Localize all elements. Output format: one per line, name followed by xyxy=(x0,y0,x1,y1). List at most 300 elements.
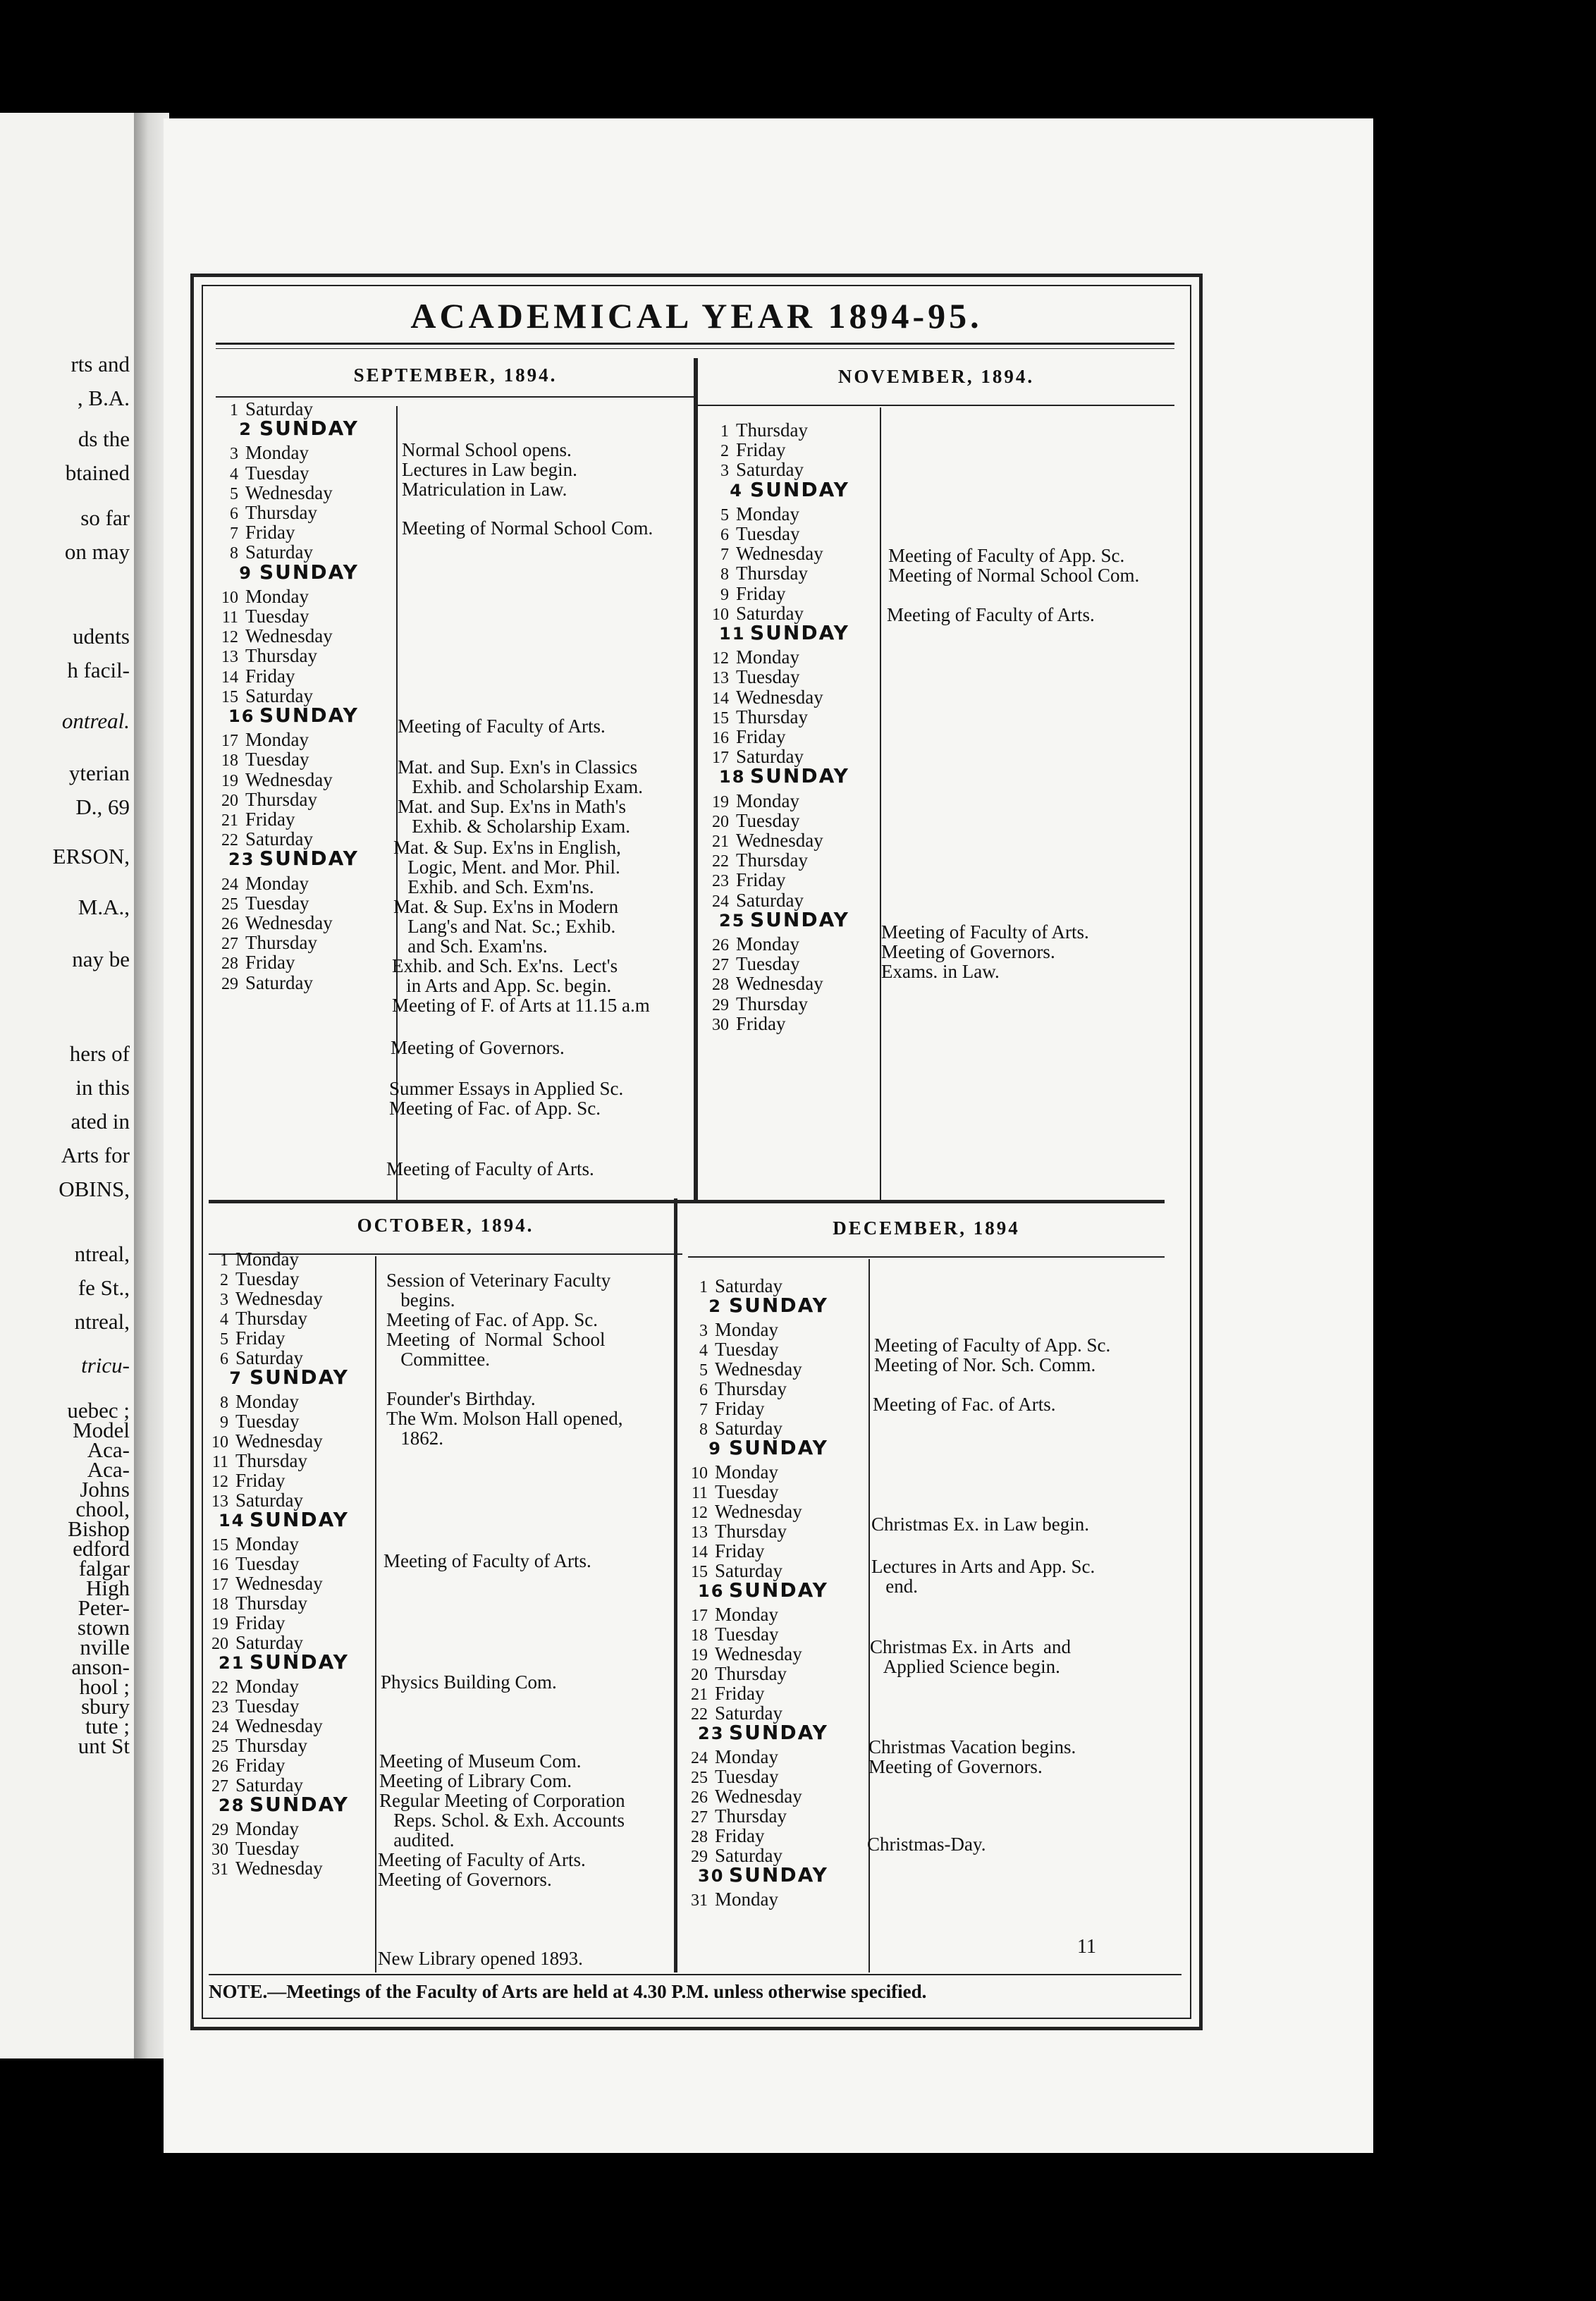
november-day-row xyxy=(705,791,799,812)
october-day-name: Friday xyxy=(235,1612,286,1633)
october-day-number: 30 xyxy=(211,1841,228,1859)
october-day-row xyxy=(204,1471,286,1492)
december-day-row xyxy=(684,1521,787,1542)
december-day-name: Saturday xyxy=(715,1275,782,1296)
october-day-row xyxy=(204,1269,300,1290)
december-event-rule xyxy=(868,1259,870,1972)
november-day-row xyxy=(705,707,808,728)
october-day-name: Tuesday xyxy=(235,1838,300,1859)
september-day-row xyxy=(228,849,359,869)
december-day-name: Tuesday xyxy=(715,1624,779,1645)
september-heading: SEPTEMBER, 1894. xyxy=(353,364,558,386)
november-day-name: Thursday xyxy=(736,419,808,441)
december-event: Christmas-Day. xyxy=(867,1834,986,1855)
december-day-name: Monday xyxy=(715,1889,778,1910)
september-day-name: Saturday xyxy=(245,398,313,419)
october-day-name: Saturday xyxy=(235,1347,303,1368)
september-rule xyxy=(216,396,695,398)
october-day-row xyxy=(204,1308,307,1330)
november-day-name: Tuesday xyxy=(736,953,800,975)
october-day-name: Saturday xyxy=(235,1632,303,1653)
center-divider xyxy=(694,358,698,1203)
september-day-name: Tuesday xyxy=(245,606,309,627)
october-event: Meeting of Faculty of Arts. Meeting of Governors. xyxy=(378,1849,586,1890)
december-day-name: Friday xyxy=(715,1540,765,1561)
september-day-number: 4 xyxy=(230,465,238,484)
center-divider-lower xyxy=(674,1198,677,1972)
october-day-number: 31 xyxy=(211,1860,228,1879)
december-day-row xyxy=(684,1379,787,1400)
september-day-row xyxy=(228,560,359,584)
december-day-number: 16 xyxy=(698,1581,725,1601)
december-day-number: 24 xyxy=(691,1749,708,1767)
november-day-number: 24 xyxy=(712,892,729,911)
november-day-row xyxy=(705,440,786,461)
november-day-row xyxy=(705,954,800,975)
december-day-name: Saturday xyxy=(715,1845,782,1866)
october-day-row xyxy=(219,1652,349,1673)
october-day-row xyxy=(204,1573,323,1595)
october-day-number: 7 xyxy=(229,1368,243,1388)
facing-page-line: Peter- xyxy=(78,1596,130,1620)
december-day-name: Thursday xyxy=(715,1521,787,1542)
september-day-number: 28 xyxy=(221,955,238,974)
december-day-name: Wednesday xyxy=(715,1643,802,1664)
september-day-number: 12 xyxy=(221,628,238,647)
october-day-row xyxy=(204,1328,286,1349)
november-day-name: Thursday xyxy=(736,993,808,1014)
november-day-row xyxy=(719,623,849,644)
september-day-name: Tuesday xyxy=(245,749,309,771)
september-day-name: SUNDAY xyxy=(259,847,359,871)
september-day-number: 1 xyxy=(230,401,238,419)
september-day-row xyxy=(214,587,309,608)
september-day-name: Wednesday xyxy=(245,625,333,647)
october-day-name: Thursday xyxy=(235,1593,307,1614)
november-day-number: 1 xyxy=(720,422,729,441)
november-day-name: Tuesday xyxy=(736,809,800,831)
december-day-number: 7 xyxy=(699,1401,708,1419)
october-event: Physics Building Com. xyxy=(381,1671,557,1693)
november-day-name: Monday xyxy=(736,503,799,524)
october-day-row xyxy=(204,1696,300,1717)
facing-page-line: uebec ; xyxy=(67,1399,130,1423)
september-event: Meeting of Normal School Com. xyxy=(402,517,653,539)
october-day-row xyxy=(204,1249,299,1270)
october-day-number: 29 xyxy=(211,1821,228,1839)
facing-page-line: , B.A. xyxy=(77,386,130,410)
december-day-name: Tuesday xyxy=(715,1339,779,1360)
november-day-number: 10 xyxy=(712,605,729,624)
december-day-number: 31 xyxy=(691,1891,708,1910)
september-day-row xyxy=(228,419,359,439)
december-day-row xyxy=(684,1399,765,1420)
october-day-number: 25 xyxy=(211,1738,228,1756)
september-day-number: 23 xyxy=(228,849,255,870)
november-day-name: Friday xyxy=(736,869,786,891)
page-title: ACADEMICAL YEAR 1894-95. xyxy=(410,296,983,336)
october-day-number: 11 xyxy=(211,1453,228,1471)
september-day-row xyxy=(214,606,309,627)
december-day-row xyxy=(684,1826,765,1847)
facing-page-line: sbury xyxy=(81,1695,130,1719)
october-event: New Library opened 1893. xyxy=(378,1948,583,1969)
september-day-row xyxy=(228,706,359,726)
october-day-row xyxy=(204,1289,323,1310)
october-day-name: SUNDAY xyxy=(250,1366,349,1389)
december-day-row xyxy=(684,1806,787,1827)
november-day-number: 26 xyxy=(712,936,729,955)
november-day-number: 12 xyxy=(712,649,729,668)
november-day-number: 30 xyxy=(712,1015,729,1034)
title-rule-thin xyxy=(216,348,1174,349)
facing-page-line: OBINS, xyxy=(59,1177,130,1201)
facing-page-line: Arts for xyxy=(61,1143,130,1167)
facing-page-line: on may xyxy=(64,540,130,564)
december-day-number: 30 xyxy=(698,1866,725,1886)
december-day-name: Wednesday xyxy=(715,1501,802,1522)
september-day-number: 19 xyxy=(221,771,238,790)
october-day-number: 21 xyxy=(219,1653,245,1673)
october-day-number: 18 xyxy=(211,1595,228,1614)
september-event: Meeting of Faculty of Arts. xyxy=(386,1158,594,1179)
october-heading: OCTOBER, 1894. xyxy=(357,1215,534,1236)
december-day-name: SUNDAY xyxy=(729,1294,828,1317)
november-day-name: Saturday xyxy=(736,602,804,624)
december-day-row xyxy=(684,1604,778,1626)
facing-page-line: ated in xyxy=(70,1110,130,1134)
november-day-number: 7 xyxy=(720,546,729,565)
september-day-number: 29 xyxy=(221,974,238,993)
november-day-row xyxy=(705,974,823,995)
december-day-name: Monday xyxy=(715,1461,778,1483)
october-day-name: Friday xyxy=(235,1327,286,1349)
december-day-row xyxy=(684,1339,779,1361)
december-day-number: 28 xyxy=(691,1828,708,1846)
october-day-number: 14 xyxy=(219,1511,245,1530)
october-day-number: 27 xyxy=(211,1777,228,1796)
november-day-number: 15 xyxy=(712,708,729,728)
november-day-number: 9 xyxy=(720,585,729,604)
december-day-row xyxy=(698,1438,828,1459)
december-day-number: 5 xyxy=(699,1361,708,1380)
december-day-name: Saturday xyxy=(715,1418,782,1439)
september-day-name: Thursday xyxy=(245,788,317,810)
september-day-row xyxy=(214,770,333,791)
november-day-number: 17 xyxy=(712,749,729,768)
october-day-number: 23 xyxy=(211,1698,228,1717)
facing-page-line: ERSON, xyxy=(52,845,130,869)
december-day-name: SUNDAY xyxy=(729,1721,828,1744)
september-event: Mat. and Sup. Ex'ns in Math's Exhib. & Scholarship Exam. xyxy=(398,796,630,837)
october-day-name: Wednesday xyxy=(235,1715,323,1736)
september-event: Normal School opens. Lectures in Law begin. Matriculation in Law. xyxy=(402,439,577,500)
december-day-number: 8 xyxy=(699,1421,708,1439)
october-day-name: Tuesday xyxy=(235,1268,300,1289)
october-day-number: 8 xyxy=(220,1394,228,1412)
october-day-number: 1 xyxy=(220,1251,228,1270)
october-day-name: Monday xyxy=(235,1248,299,1270)
november-day-number: 20 xyxy=(712,812,729,831)
november-day-row xyxy=(705,934,799,955)
october-day-row xyxy=(219,1368,349,1388)
september-day-row xyxy=(214,952,295,974)
september-day-row xyxy=(214,790,317,811)
october-day-number: 16 xyxy=(211,1556,228,1574)
december-day-number: 22 xyxy=(691,1705,708,1724)
december-day-number: 2 xyxy=(708,1296,722,1316)
september-day-row xyxy=(214,809,295,830)
october-day-row xyxy=(204,1736,307,1757)
october-day-row xyxy=(204,1451,307,1472)
october-day-number: 15 xyxy=(211,1536,228,1554)
october-day-number: 24 xyxy=(211,1718,228,1736)
october-day-row xyxy=(204,1411,300,1432)
october-event: Session of Veterinary Faculty begins. Meeting of Fac. of App. Sc. Meeting of Normal School Committee. xyxy=(386,1270,611,1370)
october-day-number: 19 xyxy=(211,1615,228,1633)
september-day-name: SUNDAY xyxy=(259,417,359,441)
facing-page-line: btained xyxy=(65,461,130,485)
october-day-name: Friday xyxy=(235,1470,286,1491)
september-day-number: 2 xyxy=(239,419,252,440)
november-day-name: Monday xyxy=(736,933,799,955)
november-day-name: Thursday xyxy=(736,563,808,584)
facing-page-line: M.A., xyxy=(78,895,130,919)
december-event: Meeting of Faculty of App. Sc. Meeting of Nor. Sch. Comm. xyxy=(874,1334,1111,1375)
november-day-row xyxy=(705,687,823,708)
september-day-number: 17 xyxy=(221,732,238,751)
october-day-name: Wednesday xyxy=(235,1573,323,1594)
october-day-name: Wednesday xyxy=(235,1430,323,1452)
november-day-name: Saturday xyxy=(736,746,804,768)
december-day-number: 1 xyxy=(699,1278,708,1296)
november-day-row xyxy=(705,584,786,605)
september-day-name: Saturday xyxy=(245,685,313,706)
december-day-row xyxy=(684,1644,802,1665)
october-day-name: Thursday xyxy=(235,1450,307,1471)
december-day-number: 19 xyxy=(691,1646,708,1664)
december-day-row xyxy=(684,1889,778,1910)
december-day-row xyxy=(684,1767,779,1788)
october-day-number: 20 xyxy=(211,1635,228,1653)
december-event: Christmas Ex. in Arts and Applied Science begin. xyxy=(870,1636,1071,1677)
october-day-row xyxy=(204,1716,323,1737)
december-event: Christmas Ex. in Law begin. xyxy=(871,1514,1089,1535)
september-day-name: Monday xyxy=(245,872,309,894)
november-day-number: 21 xyxy=(712,833,729,851)
november-day-row xyxy=(705,830,823,852)
facing-page-line: Model xyxy=(73,1418,130,1442)
december-day-number: 3 xyxy=(699,1322,708,1340)
december-day-name: Friday xyxy=(715,1683,765,1704)
november-day-row xyxy=(705,994,808,1015)
december-day-name: Thursday xyxy=(715,1378,787,1399)
december-day-name: Monday xyxy=(715,1604,778,1625)
october-day-number: 13 xyxy=(211,1492,228,1511)
september-day-name: Saturday xyxy=(245,828,313,850)
december-day-row xyxy=(684,1482,779,1503)
december-rule xyxy=(688,1256,1165,1258)
november-day-row xyxy=(705,667,800,688)
december-day-number: 6 xyxy=(699,1381,708,1399)
december-day-row xyxy=(684,1683,765,1705)
facing-page-line: falgar xyxy=(78,1557,130,1581)
september-event: Summer Essays in Applied Sc. Meeting of Fac. of App. Sc. xyxy=(389,1078,624,1119)
facing-page-line: rts and xyxy=(70,352,130,376)
october-day-number: 12 xyxy=(211,1473,228,1491)
december-day-row xyxy=(684,1320,778,1341)
november-event-rule xyxy=(880,407,881,1200)
september-day-row xyxy=(214,522,295,544)
september-day-number: 3 xyxy=(230,445,238,464)
september-event: Mat. & Sup. Ex'ns in English, Logic, Ment. and Mor. Phil. Exhib. and Sch. Exm'ns. xyxy=(393,837,621,897)
december-day-number: 17 xyxy=(691,1607,708,1625)
october-day-number: 5 xyxy=(220,1330,228,1349)
september-day-name: Tuesday xyxy=(245,892,309,914)
facing-page-line: nville xyxy=(80,1636,130,1659)
october-day-number: 26 xyxy=(211,1757,228,1776)
september-day-row xyxy=(214,893,309,914)
november-day-number: 11 xyxy=(719,624,746,644)
facing-page-line: High xyxy=(86,1576,130,1600)
november-day-number: 23 xyxy=(712,872,729,891)
december-day-row xyxy=(684,1747,778,1768)
quarter-divider xyxy=(209,1200,1165,1203)
december-event: Meeting of Fac. of Arts. xyxy=(873,1394,1056,1415)
facing-page-line: unt St xyxy=(78,1734,130,1758)
november-day-name: Wednesday xyxy=(736,686,823,708)
november-day-number: 14 xyxy=(712,689,729,708)
october-day-number: 4 xyxy=(220,1311,228,1329)
september-day-number: 20 xyxy=(221,791,238,810)
december-day-name: Friday xyxy=(715,1825,765,1846)
november-day-number: 25 xyxy=(719,910,746,931)
december-day-number: 12 xyxy=(691,1504,708,1522)
november-event: Meeting of Faculty of App. Sc. Meeting of Normal School Com. xyxy=(888,545,1140,586)
december-day-number: 20 xyxy=(691,1666,708,1684)
september-day-name: Saturday xyxy=(245,971,313,993)
october-day-name: Tuesday xyxy=(235,1553,300,1574)
september-day-number: 10 xyxy=(221,588,238,607)
facing-page-line: Bishop xyxy=(68,1517,130,1541)
december-day-name: Saturday xyxy=(715,1560,782,1581)
september-day-number: 7 xyxy=(230,524,238,544)
september-day-row xyxy=(214,483,333,504)
november-day-row xyxy=(705,1014,786,1035)
october-day-name: Tuesday xyxy=(235,1695,300,1717)
november-day-row xyxy=(705,420,808,441)
facing-page-line: in this xyxy=(75,1076,130,1100)
october-day-row xyxy=(219,1795,349,1815)
november-day-name: Thursday xyxy=(736,706,808,728)
september-day-row xyxy=(214,666,295,687)
december-day-name: SUNDAY xyxy=(729,1578,828,1602)
december-day-number: 18 xyxy=(691,1626,708,1645)
facing-page-line: ntreal, xyxy=(74,1242,130,1266)
september-day-row xyxy=(214,646,317,667)
november-day-number: 22 xyxy=(712,852,729,871)
december-day-number: 9 xyxy=(708,1439,722,1459)
november-day-row xyxy=(705,647,799,668)
page-number: 11 xyxy=(1077,1936,1096,1958)
october-day-row xyxy=(204,1593,307,1614)
september-day-number: 18 xyxy=(221,751,238,771)
facing-page-line: Johns xyxy=(80,1478,130,1502)
october-day-row xyxy=(219,1510,349,1530)
october-day-number: 17 xyxy=(211,1576,228,1594)
september-day-number: 14 xyxy=(221,668,238,687)
september-day-row xyxy=(214,730,309,751)
october-day-row xyxy=(204,1613,286,1634)
december-day-row xyxy=(698,1578,828,1602)
facing-page-line: hool ; xyxy=(79,1675,130,1699)
october-day-row xyxy=(204,1858,323,1879)
december-day-name: Thursday xyxy=(715,1663,787,1684)
december-event: Christmas Vacation begins. Meeting of Governors. xyxy=(868,1736,1076,1777)
facing-page-line: D., 69 xyxy=(75,795,130,819)
facing-page-line: yterian xyxy=(68,761,130,785)
november-day-number: 3 xyxy=(720,462,729,481)
december-day-row xyxy=(684,1502,802,1523)
october-day-name: SUNDAY xyxy=(250,1650,349,1674)
september-day-number: 6 xyxy=(230,505,238,523)
facing-page-line: udents xyxy=(73,625,130,649)
september-day-row xyxy=(214,503,317,524)
december-day-name: Wednesday xyxy=(715,1786,802,1807)
september-day-number: 27 xyxy=(221,935,238,954)
november-day-row xyxy=(705,504,799,525)
facing-page-line: ontreal. xyxy=(61,709,130,733)
november-day-row xyxy=(705,870,786,891)
facing-page-line: fe St., xyxy=(78,1276,130,1300)
november-event: Meeting of Faculty of Arts. xyxy=(887,604,1095,625)
october-day-name: Tuesday xyxy=(235,1411,300,1432)
november-day-name: SUNDAY xyxy=(750,621,849,644)
september-day-row xyxy=(214,443,309,464)
december-day-number: 29 xyxy=(691,1848,708,1866)
september-day-number: 16 xyxy=(228,706,255,726)
facing-page-line: tute ; xyxy=(85,1714,130,1738)
december-day-row xyxy=(698,1865,828,1886)
october-event: Founder's Birthday. The Wm. Molson Hall opened, 1862. xyxy=(386,1388,623,1449)
november-day-name: Wednesday xyxy=(736,543,823,565)
december-day-name: Monday xyxy=(715,1746,778,1767)
december-day-number: 27 xyxy=(691,1808,708,1827)
december-day-row xyxy=(684,1664,787,1685)
october-day-number: 9 xyxy=(220,1413,228,1432)
october-day-name: Saturday xyxy=(235,1774,303,1796)
november-day-row xyxy=(705,727,786,748)
october-day-number: 22 xyxy=(211,1679,228,1697)
september-day-name: Wednesday xyxy=(245,481,333,503)
september-day-name: SUNDAY xyxy=(259,560,359,584)
september-day-number: 24 xyxy=(221,875,238,894)
november-day-number: 2 xyxy=(720,442,729,461)
september-day-name: Monday xyxy=(245,585,309,607)
september-day-number: 22 xyxy=(221,831,238,850)
september-day-number: 8 xyxy=(230,544,238,563)
october-day-row xyxy=(204,1755,286,1777)
november-day-name: SUNDAY xyxy=(750,764,849,788)
title-rule xyxy=(216,343,1174,345)
november-day-number: 29 xyxy=(712,995,729,1014)
october-event: Meeting of Museum Com. Meeting of Library Com. Regular Meeting of Corporation Reps. Schol. & Exh. Accounts audited. xyxy=(379,1750,625,1851)
october-day-row xyxy=(204,1431,323,1452)
october-day-number: 10 xyxy=(211,1433,228,1452)
october-day-row xyxy=(204,1676,299,1698)
november-day-name: Friday xyxy=(736,439,786,461)
october-day-row xyxy=(204,1554,300,1575)
